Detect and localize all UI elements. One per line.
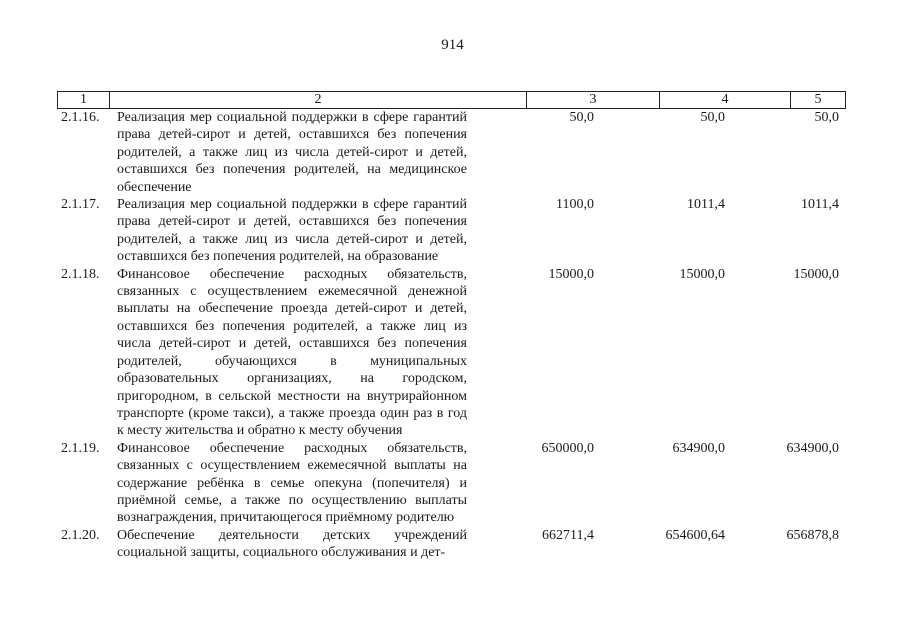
table-row	[57, 196, 846, 266]
table-row	[57, 266, 846, 440]
row-value-col5: 50,0	[814, 110, 839, 125]
row-value-col3: 650000,0	[541, 440, 594, 456]
row-description: Финансовое обеспечение расходных обязательств, связанных с осуществлением ежемесячной выплаты на содержание ребёнка в семье опекуна (попечителя) и приёмной семье, а также по осуществлению выплаты вознаграждения, причитающегося приёмному родителю	[117, 440, 467, 526]
budget-table	[57, 91, 846, 562]
table-row	[57, 109, 846, 196]
table-row	[57, 527, 846, 562]
row-value-col5: 634900,0	[786, 440, 839, 456]
row-value-col3: 662711,4	[542, 527, 594, 543]
row-number: 2.1.19.	[61, 440, 100, 456]
row-description: Финансовое обеспечение расходных обязательств, связанных с осуществлением ежемесячной денежной выплаты на обеспечение проезда детей-сирот и детей, оставшихся без попечения родителей, а также лиц из числа детей-сирот и детей, оставшихся без попечения родителей, обучающихся в муниципальных образовательных организациях, на городском, пригородном, в сельской местности на внутрирайонном транспорте (кроме такси), а также проезда один раз в год к месту жительства и обратно к месту обучения	[117, 266, 467, 439]
row-description: Реализация мер социальной поддержки в сфере гарантий права детей-сирот и детей, оставшихся без попечения родителей, а также лиц из числа детей-сирот и детей, оставшихся без попечения родителей, на медицинское обеспечение	[117, 110, 467, 195]
row-number: 2.1.20.	[61, 527, 100, 543]
row-value-col4: 15000,0	[679, 266, 725, 282]
row-description: Реализация мер социальной поддержки в сфере гарантий права детей-сирот и детей, оставшихся без попечения родителей, а также лиц из числа детей-сирот и детей, оставшихся без попечения родителей, на образование	[117, 197, 467, 265]
row-value-col3: 50,0	[569, 110, 594, 125]
column-header-3: 3	[526, 92, 659, 108]
page-number: 914	[441, 37, 464, 53]
row-value-col4: 654600,64	[665, 527, 725, 543]
row-value-col5: 1011,4	[801, 197, 839, 213]
table-header-row	[57, 91, 846, 109]
row-value-col3: 15000,0	[548, 266, 594, 282]
table-row	[57, 440, 846, 527]
column-header-5: 5	[790, 92, 845, 108]
row-value-col5: 656878,8	[786, 527, 839, 543]
row-number: 2.1.17.	[61, 197, 100, 213]
column-header-1: 1	[80, 92, 87, 107]
row-value-col4: 634900,0	[672, 440, 725, 456]
row-value-col5: 15000,0	[793, 266, 839, 282]
row-number: 2.1.18.	[61, 266, 100, 282]
row-description: Обеспечение деятельности детских учреждений социальной защиты, социального обслуживания и дет-	[117, 527, 467, 561]
row-number: 2.1.16.	[61, 110, 100, 125]
column-header-2: 2	[109, 92, 526, 108]
row-value-col4: 50,0	[700, 110, 725, 125]
row-value-col3: 1100,0	[556, 197, 594, 213]
row-value-col4: 1011,4	[687, 197, 725, 213]
column-header-4: 4	[659, 92, 790, 108]
